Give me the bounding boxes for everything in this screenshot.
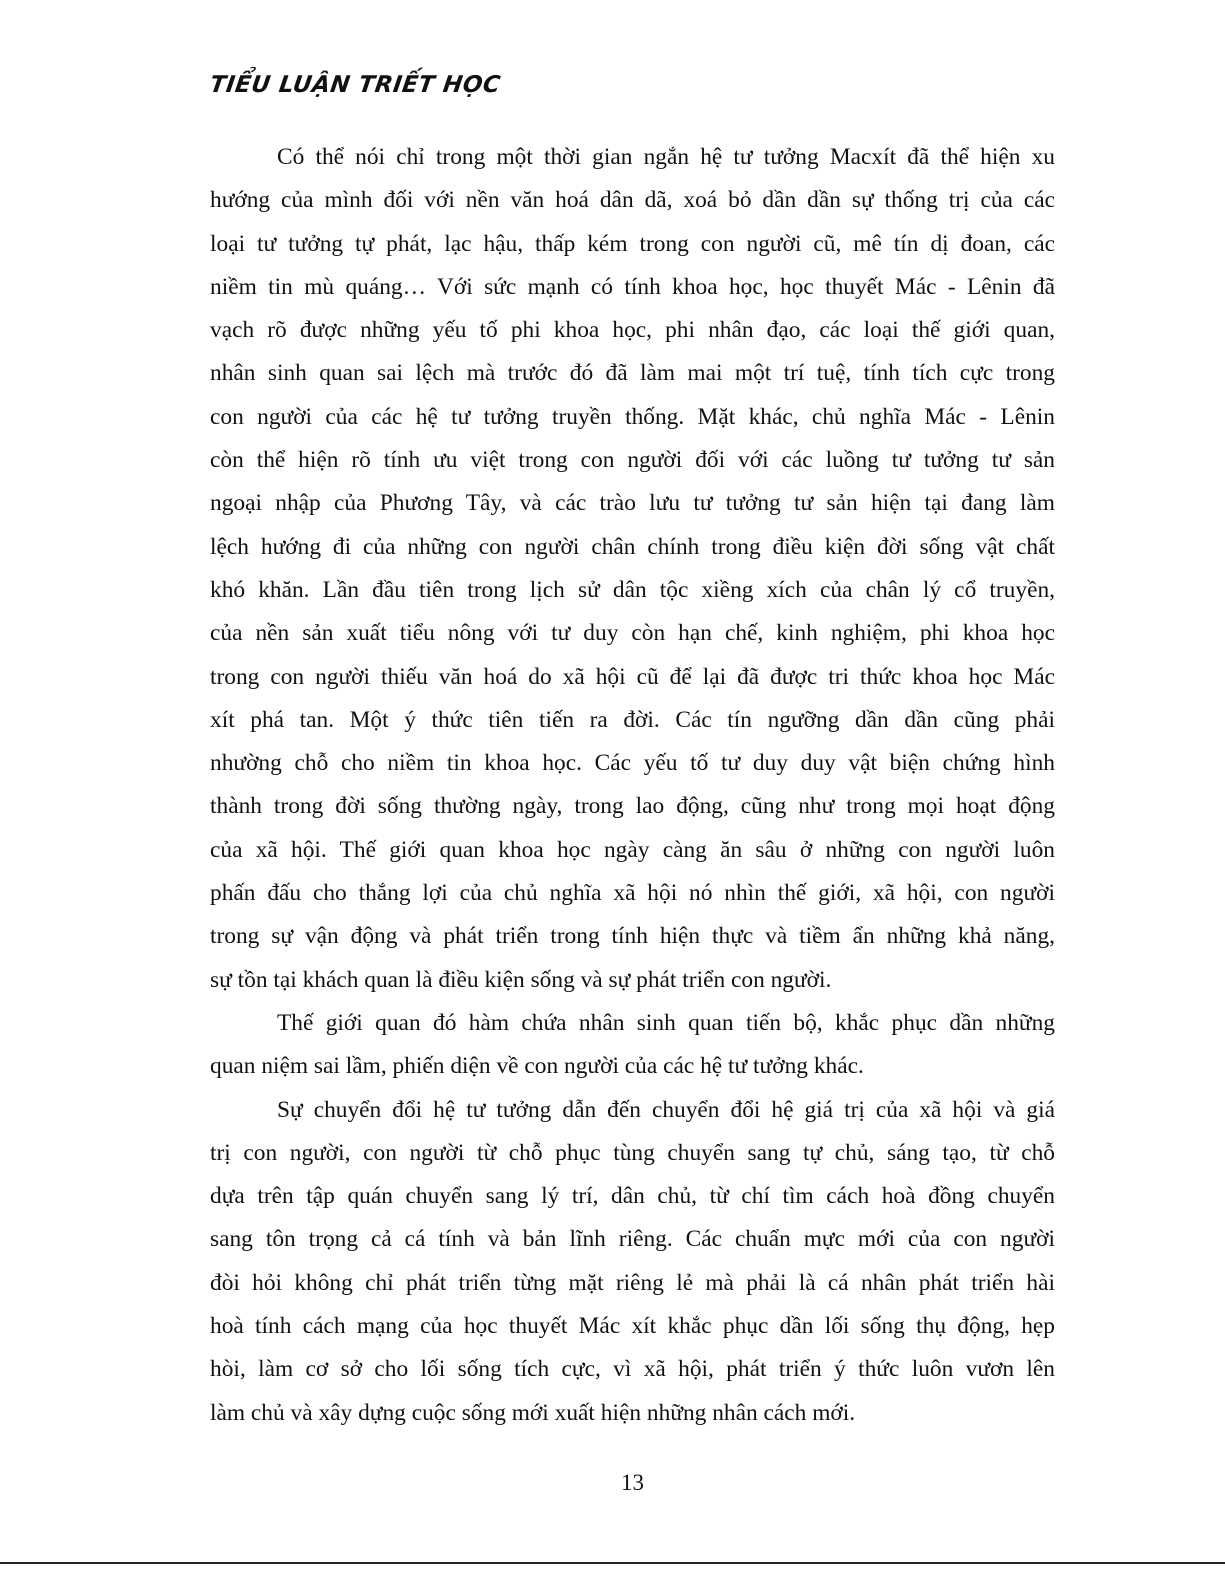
page-number: 13 [621,1470,644,1495]
text-line: trong sự vận động và phát triển trong tính hiện thực và tiềm ẩn những khả năng, [210,923,1055,950]
body-text [210,136,1055,1435]
text-line: phấn đấu cho thắng lợi của chủ nghĩa xã hội nó nhìn thế giới, xã hội, con người [210,880,1055,907]
text-line: Thế giới quan đó hàm chứa nhân sinh quan tiến bộ, khắc phục dần những [277,1009,1055,1036]
text-line: nhường chỗ cho niềm tin khoa học. Các yếu tố tư duy duy vật biện chứng hình [210,750,1055,777]
text-line: làm chủ và xây dựng cuộc sống mới xuất hiện những nhân cách mới. [210,1399,856,1426]
text-line: niềm tin mù quáng… Với sức mạnh có tính khoa học, học thuyết Mác - Lênin đã [210,273,1055,300]
text-line: sang tôn trọng cả cá tính và bản lĩnh riêng. Các chuẩn mực mới của con người [210,1226,1055,1253]
text-line: xít phá tan. Một ý thức tiên tiến ra đời. Các tín ngưỡng dần dần cũng phải [210,706,1055,733]
text-line: ngoại nhập của Phương Tây, và các trào lưu tư tưởng tư sản hiện tại đang làm [210,490,1055,517]
text-line: thành trong đời sống thường ngày, trong lao động, cũng như trong mọi hoạt động [210,793,1055,820]
paragraph-3 [210,1089,1055,1435]
text-line: trị con người, con người từ chỗ phục tùng chuyển sang tự chủ, sáng tạo, từ chỗ [210,1139,1055,1166]
text-line: của xã hội. Thế giới quan khoa học ngày càng ăn sâu ở những con người luôn [210,836,1055,863]
paragraph-1 [210,136,1055,1002]
text-line: Có thể nói chỉ trong một thời gian ngắn hệ tư tưởng Macxít đã thể hiện xu [277,144,1055,170]
text-line: khó khăn. Lần đầu tiên trong lịch sử dân tộc xiềng xích của chân lý cổ truyền, [210,576,1055,603]
text-line: còn thể hiện rõ tính ưu việt trong con người đối với các luồng tư tưởng tư sản [210,447,1055,474]
text-line: loại tư tưởng tự phát, lạc hậu, thấp kém trong con người cũ, mê tín dị đoan, các [210,230,1055,257]
text-line: quan niệm sai lầm, phiến diện về con người của các hệ tư tưởng khác. [210,1053,864,1080]
page-header-title: TIỂU LUẬN TRIẾT HỌC [208,72,503,98]
text-line: Sự chuyển đổi hệ tư tưởng dẫn đến chuyển đổi hệ giá trị của xã hội và giá [277,1096,1055,1123]
text-line: sự tồn tại khách quan là điều kiện sống và sự phát triển con người. [210,966,832,993]
text-line: đòi hỏi không chỉ phát triển từng mặt riêng lẻ mà phải là cá nhân phát triển hài [210,1269,1055,1296]
text-line: vạch rõ được những yếu tố phi khoa học, phi nhân đạo, các loại thế giới quan, [210,317,1055,344]
text-line: của nền sản xuất tiểu nông với tư duy còn hạn chế, kinh nghiệm, phi khoa học [210,620,1055,647]
text-line: hòi, làm cơ sở cho lối sống tích cực, vì xã hội, phát triển ý thức luôn vươn lên [210,1356,1055,1383]
bottom-divider [0,1562,1225,1564]
text-line: con người của các hệ tư tưởng truyền thống. Mặt khác, chủ nghĩa Mác - Lênin [210,403,1055,430]
text-line: dựa trên tập quán chuyển sang lý trí, dân chủ, từ chí tìm cách hoà đồng chuyển [210,1183,1055,1210]
text-line: hoà tính cách mạng của học thuyết Mác xít khắc phục dần lối sống thụ động, hẹp [210,1313,1055,1340]
text-line: trong con người thiếu văn hoá do xã hội cũ để lại đã được tri thức khoa học Mác [210,663,1055,690]
paragraph-2 [210,1002,1055,1089]
text-line: lệch hướng đi của những con người chân chính trong điều kiện đời sống vật chất [210,533,1055,560]
text-line: nhân sinh quan sai lệch mà trước đó đã làm mai một trí tuệ, tính tích cực trong [210,360,1055,387]
text-line: hướng của mình đối với nền văn hoá dân dã, xoá bỏ dần dần sự thống trị của các [210,187,1055,214]
